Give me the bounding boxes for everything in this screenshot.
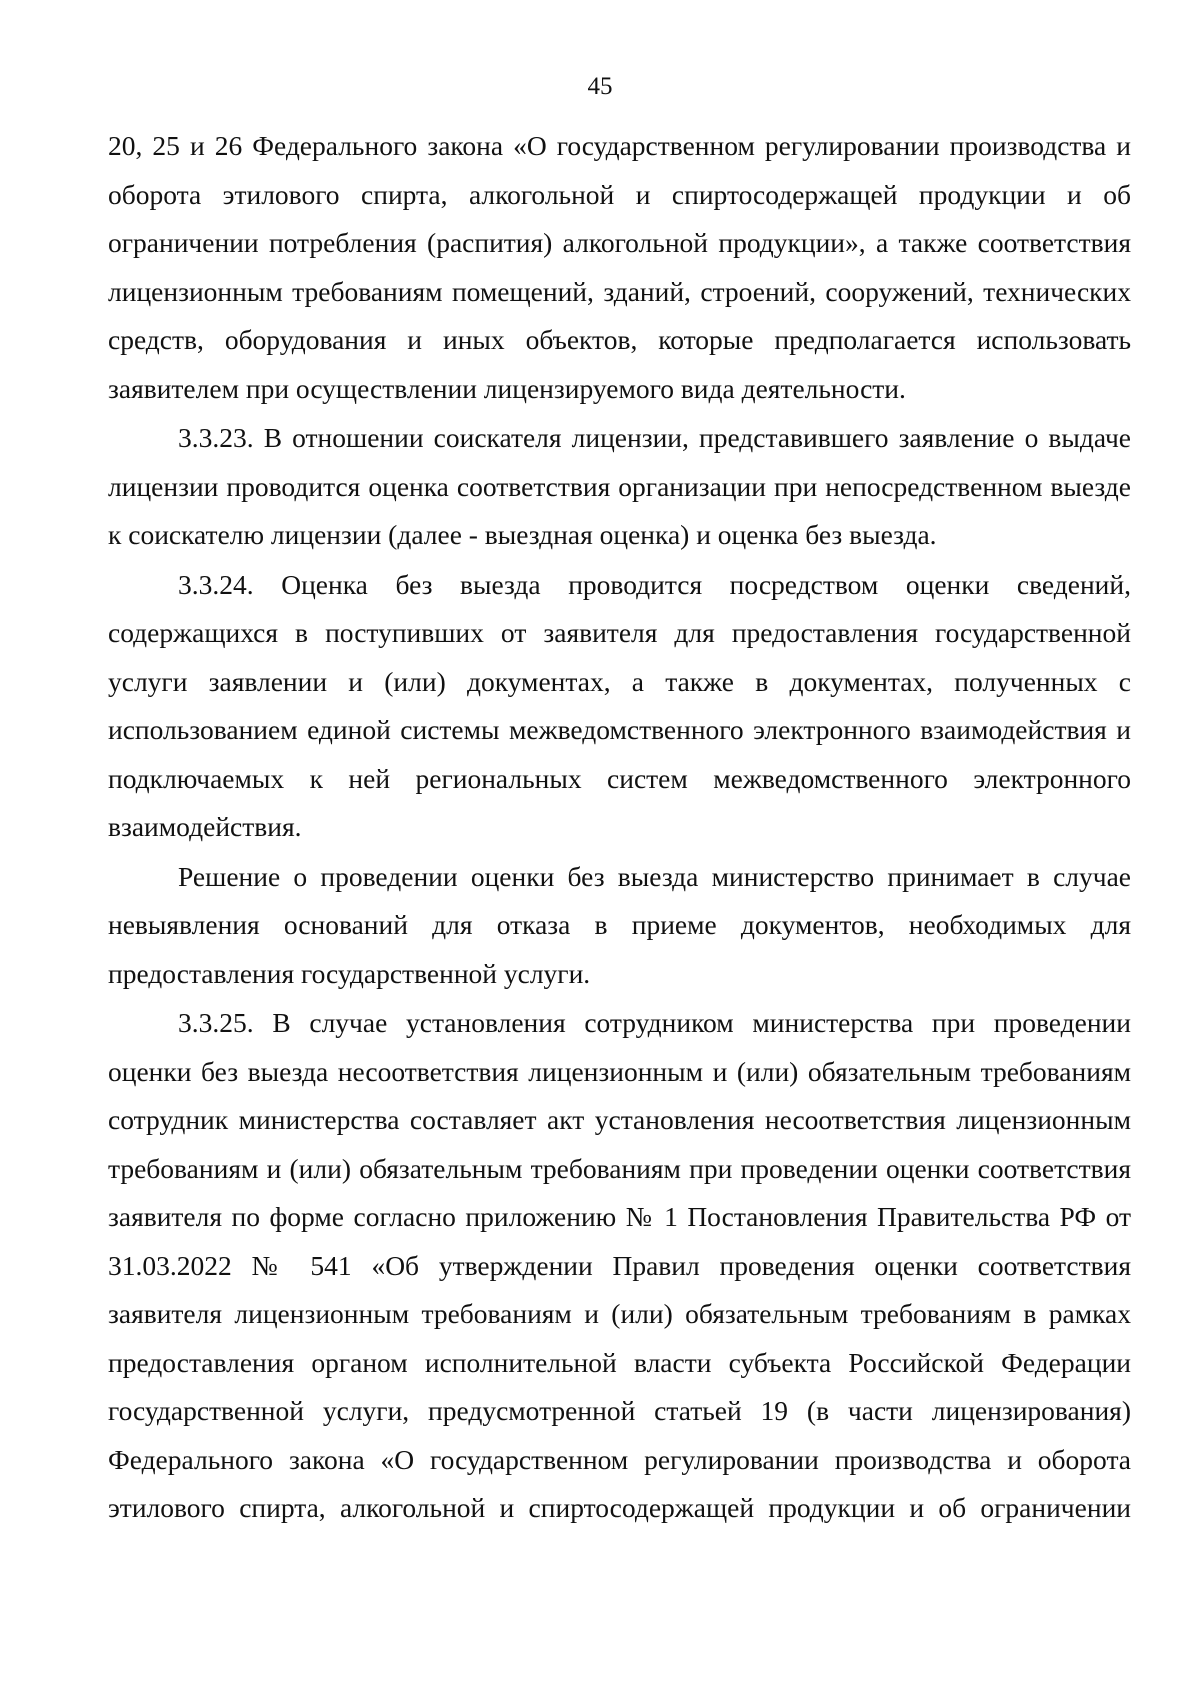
paragraph-3-3-25: 3.3.25. В случае установления сотрудником министерства при проведении оценки без выезда несоответствия лицензионным и (или) обязательным требованиям сотрудник министерства составляет акт установления несоответствия лицензионным требованиям и (или) обязательным требованиям при проведении оценки соответствия заявителя по форме согласно приложению № 1 Постановления Правительства РФ от 31.03.2022 № 541 «Об утверждении Правил проведения оценки соответствия заявителя лицензионным требованиям и (или) обязательным требованиям в рамках предоставления органом исполнительной власти субъекта Российской Федерации государственной услуги, предусмотренной статьей 19 (в части лицензирования) Федерального закона «О государственном регулировании производства и оборота этилового спирта, алкогольной и спиртосодержащей продукции и об ограничении xyxy=(108,1007,1131,1523)
paragraph-continuation: 20, 25 и 26 Федерального закона «О государственном регулировании производства и оборота этилового спирта, алкогольной и спиртосодержащей продукции и об ограничении потребления (распития) алкогольной продукции», а также соответствия лицензионным требованиям помещений, зданий, строений, сооружений, технических средств, оборудования и иных объектов, которые предполагается использовать заявителем при осуществлении лицензируемого вида деятельности. xyxy=(108,130,1131,404)
paragraph-3-3-24: 3.3.24. Оценка без выезда проводится посредством оценки сведений, содержащихся в поступивших от заявителя для предоставления государственной услуги заявлении и (или) документах, а также в документах, полученных с использованием единой системы межведомственного электронного взаимодействия и подключаемых к ней региональных систем межведомственного электронного взаимодействия. xyxy=(108,568,1131,842)
paragraph-decision-without-visit: Решение о проведении оценки без выезда министерство принимает в случае невыявления оснований для отказа в приеме документов, необходимых для предоставления государственной услуги. xyxy=(108,860,1131,989)
page-number: 45 xyxy=(587,73,613,100)
document-body xyxy=(108,122,1131,1533)
paragraph-3-3-23: 3.3.23. В отношении соискателя лицензии, представившего заявление о выдаче лицензии проводится оценка соответствия организации при непосредственном выезде к соискателю лицензии (далее - выездная оценка) и оценка без выезда. xyxy=(108,422,1131,550)
